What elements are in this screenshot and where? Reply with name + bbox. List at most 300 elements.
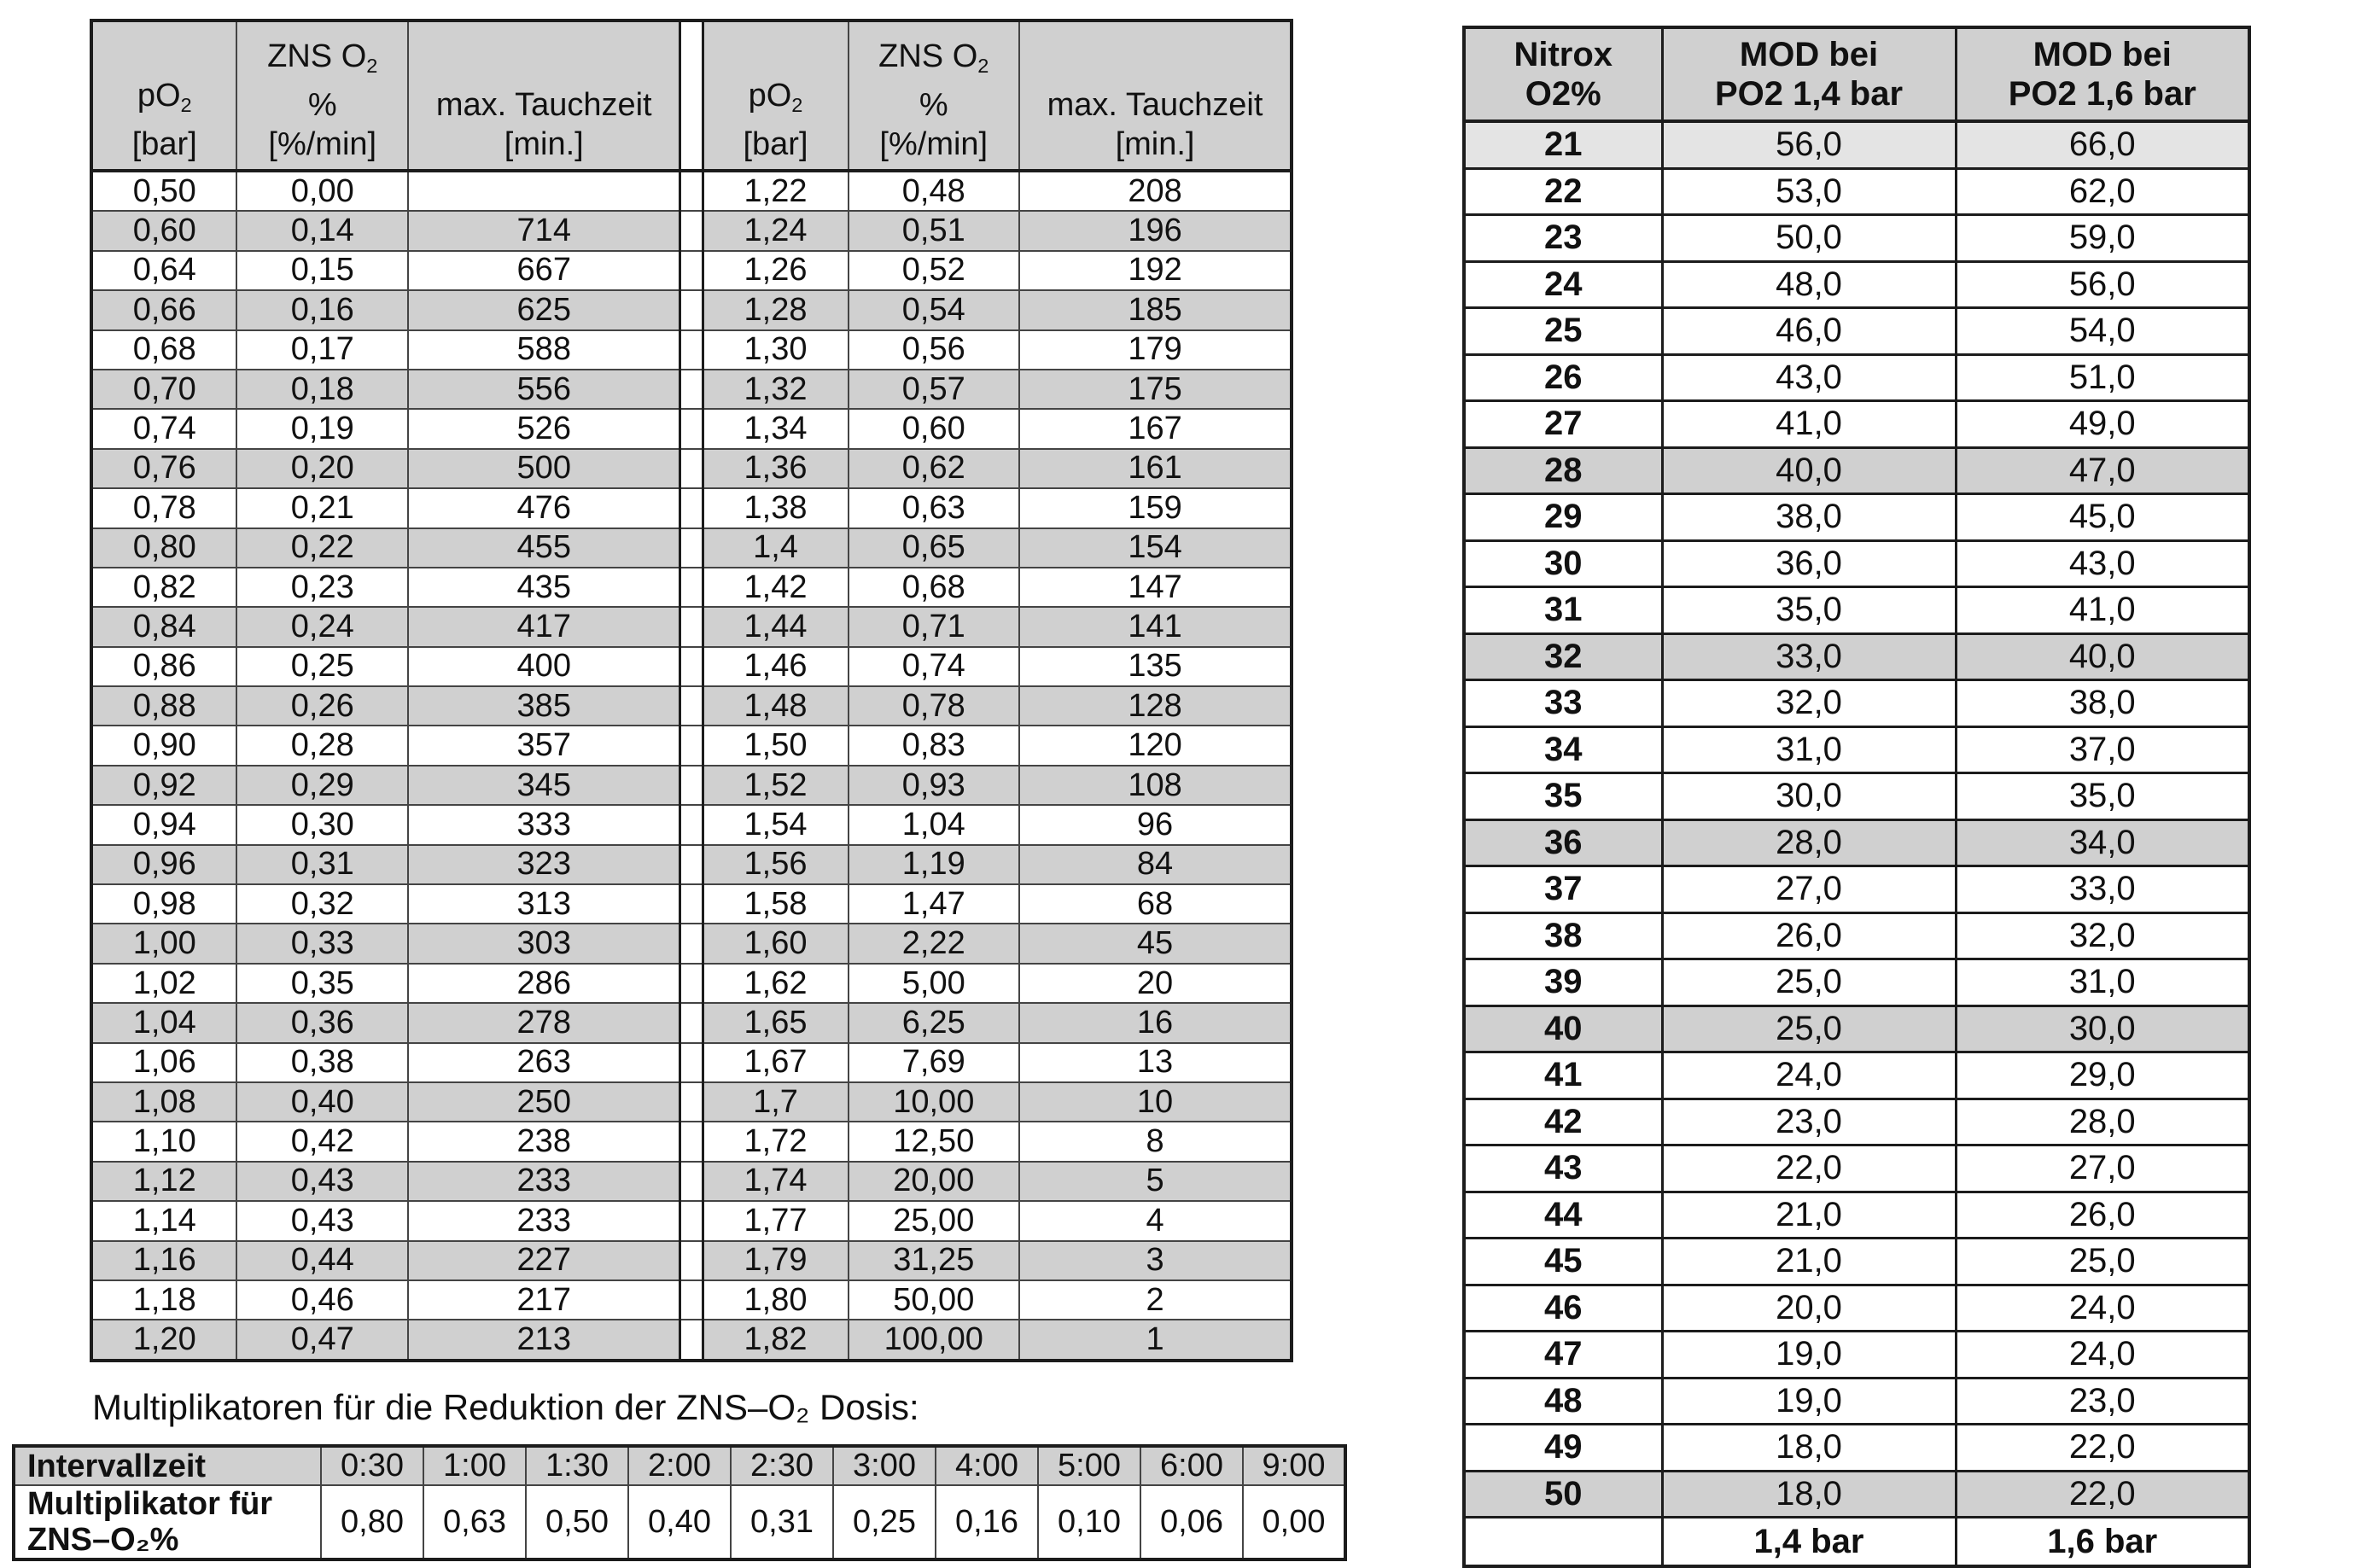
po2-cell: 1,52 [703, 766, 848, 805]
header-mod-1-6: MOD bei PO2 1,6 bar [1956, 27, 2249, 121]
po2-cell: 0,68 [91, 330, 236, 370]
po2-cell: 1,02 [91, 964, 236, 1003]
mod-1-6-cell: 22,0 [1956, 1471, 2249, 1518]
po2-cell: 1,00 [91, 924, 236, 963]
nitrox-o2-cell: 26 [1464, 354, 1662, 401]
zns-percent-cell: 0,35 [236, 964, 408, 1003]
zns-percent-cell: 10,00 [849, 1082, 1020, 1122]
nitrox-o2-cell: 25 [1464, 308, 1662, 355]
po2-cell: 0,92 [91, 766, 236, 805]
interval-cell: 6:00 [1140, 1446, 1243, 1485]
max-time-cell: 227 [408, 1241, 680, 1280]
mod-1-6-cell: 26,0 [1956, 1192, 2249, 1239]
nitrox-o2-cell: 34 [1464, 726, 1662, 773]
column-gap [680, 528, 703, 568]
zns-table-body [91, 171, 1292, 1361]
table-row [1464, 540, 2249, 587]
max-time-cell: 84 [1019, 845, 1292, 884]
header-zns-o2: ZNS $O_2$ % [%/min] [236, 20, 408, 171]
nitrox-o2-cell: 50 [1464, 1471, 1662, 1518]
po2-cell: 1,14 [91, 1201, 236, 1240]
table-row [91, 568, 1292, 607]
mod-1-6-cell: 28,0 [1956, 1099, 2249, 1145]
po2-cell: 1,22 [703, 171, 848, 211]
table-row [1464, 168, 2249, 215]
nitrox-o2-cell: 42 [1464, 1099, 1662, 1145]
table-row [91, 1162, 1292, 1201]
mod-1-6-cell: 47,0 [1956, 447, 2249, 494]
zns-percent-cell: 7,69 [849, 1043, 1020, 1082]
max-time-cell: 385 [408, 686, 680, 726]
zns-percent-cell: 0,71 [849, 607, 1020, 646]
table-row [1464, 1332, 2249, 1379]
max-time-cell: 323 [408, 845, 680, 884]
table-row [91, 528, 1292, 568]
max-time-cell: 5 [1019, 1162, 1292, 1201]
max-time-cell: 476 [408, 488, 680, 528]
po2-cell: 1,79 [703, 1241, 848, 1280]
max-time-cell: 196 [1019, 211, 1292, 250]
mod-1-6-cell: 24,0 [1956, 1285, 2249, 1332]
header-zns-o2: ZNS $O_2$ % [%/min] [849, 20, 1020, 171]
table-row [91, 1280, 1292, 1320]
mod-1-4-cell: 32,0 [1662, 680, 1956, 727]
po2-cell: 1,56 [703, 845, 848, 884]
po2-cell: 0,64 [91, 251, 236, 290]
mod-1-4-cell: 25,0 [1662, 959, 1956, 1006]
column-gap [680, 211, 703, 250]
mod-1-4-cell: 27,0 [1662, 866, 1956, 913]
zns-percent-cell: 0,29 [236, 766, 408, 805]
column-gap [680, 686, 703, 726]
po2-cell: 1,58 [703, 884, 848, 924]
max-time-cell: 217 [408, 1280, 680, 1320]
zns-percent-cell: 0,65 [849, 528, 1020, 568]
max-time-cell: 588 [408, 330, 680, 370]
column-gap [680, 964, 703, 1003]
po2-cell: 1,24 [703, 211, 848, 250]
mod-1-6-cell: 43,0 [1956, 540, 2249, 587]
mod-1-4-cell: 41,0 [1662, 401, 1956, 448]
po2-cell: 1,74 [703, 1162, 848, 1201]
nitrox-o2-cell: 39 [1464, 959, 1662, 1006]
nitrox-o2-cell: 46 [1464, 1285, 1662, 1332]
mod-1-4-cell: 19,0 [1662, 1332, 1956, 1379]
max-time-cell: 159 [1019, 488, 1292, 528]
column-gap [680, 171, 703, 211]
zns-percent-cell: 25,00 [849, 1201, 1020, 1240]
max-time-cell: 667 [408, 251, 680, 290]
mod-1-6-cell: 45,0 [1956, 494, 2249, 541]
mod-1-6-cell: 49,0 [1956, 401, 2249, 448]
interval-cell: 0:30 [321, 1446, 423, 1485]
max-time-cell: 238 [408, 1122, 680, 1161]
max-time-cell: 68 [1019, 884, 1292, 924]
mod-1-4-cell: 31,0 [1662, 726, 1956, 773]
column-gap [680, 647, 703, 686]
column-gap [680, 1320, 703, 1360]
mod-footer-row [1464, 1518, 2249, 1567]
column-gap [680, 449, 703, 488]
header-max-dive-time: max. Tauchzeit [min.] [408, 20, 680, 171]
zns-percent-cell: 0,19 [236, 409, 408, 448]
header-mod-1-4: MOD bei PO2 1,4 bar [1662, 27, 1956, 121]
zns-percent-cell: 0,14 [236, 211, 408, 250]
max-time-cell: 213 [408, 1320, 680, 1360]
table-row [1464, 121, 2249, 168]
max-time-cell: 141 [1019, 607, 1292, 646]
nitrox-o2-cell: 40 [1464, 1006, 1662, 1052]
max-time-cell: 333 [408, 805, 680, 844]
nitrox-o2-cell: 37 [1464, 866, 1662, 913]
max-time-cell: 135 [1019, 647, 1292, 686]
max-time-cell: 2 [1019, 1280, 1292, 1320]
max-time-cell: 120 [1019, 726, 1292, 765]
table-row [1464, 633, 2249, 680]
zns-percent-cell: 6,25 [849, 1003, 1020, 1042]
mod-1-4-cell: 22,0 [1662, 1145, 1956, 1192]
footer-cell: 1,4 bar [1662, 1518, 1956, 1567]
zns-percent-cell: 0,32 [236, 884, 408, 924]
nitrox-o2-cell: 32 [1464, 633, 1662, 680]
mod-1-4-cell: 56,0 [1662, 121, 1956, 168]
mod-1-6-cell: 30,0 [1956, 1006, 2249, 1052]
max-time-cell: 161 [1019, 449, 1292, 488]
table-row [1464, 866, 2249, 913]
zns-percent-cell: 0,28 [236, 726, 408, 765]
column-gap [680, 766, 703, 805]
max-time-cell: 625 [408, 290, 680, 329]
zns-percent-cell: 1,04 [849, 805, 1020, 844]
nitrox-o2-cell: 41 [1464, 1052, 1662, 1099]
column-gap [680, 845, 703, 884]
footer-cell: 1,6 bar [1956, 1518, 2249, 1567]
po2-cell: 0,88 [91, 686, 236, 726]
zns-o2-table [90, 19, 1293, 1362]
nitrox-o2-cell: 33 [1464, 680, 1662, 727]
max-time-cell: 108 [1019, 766, 1292, 805]
max-time-cell: 435 [408, 568, 680, 607]
mod-1-4-cell: 21,0 [1662, 1192, 1956, 1239]
po2-cell: 0,66 [91, 290, 236, 329]
zns-percent-cell: 0,22 [236, 528, 408, 568]
zns-percent-cell: 0,38 [236, 1043, 408, 1082]
table-row [91, 409, 1292, 448]
max-time-cell: 4 [1019, 1201, 1292, 1240]
table-row [1464, 447, 2249, 494]
multiplier-table [12, 1444, 1347, 1561]
column-gap [680, 1162, 703, 1201]
multiplier-cell: 0,80 [321, 1485, 423, 1559]
max-time-cell: 303 [408, 924, 680, 963]
nitrox-o2-cell: 43 [1464, 1145, 1662, 1192]
interval-cell: 3:00 [833, 1446, 936, 1485]
table-row [91, 251, 1292, 290]
max-time-cell: 20 [1019, 964, 1292, 1003]
zns-percent-cell: 50,00 [849, 1280, 1020, 1320]
po2-cell: 0,82 [91, 568, 236, 607]
mod-1-6-cell: 66,0 [1956, 121, 2249, 168]
nitrox-o2-cell: 35 [1464, 773, 1662, 820]
column-gap [680, 409, 703, 448]
zns-percent-cell: 0,47 [236, 1320, 408, 1360]
nitrox-o2-cell: 44 [1464, 1192, 1662, 1239]
table-row [1464, 819, 2249, 866]
zns-header-row [91, 20, 1292, 171]
max-time-cell: 16 [1019, 1003, 1292, 1042]
mod-1-6-cell: 51,0 [1956, 354, 2249, 401]
po2-cell: 1,36 [703, 449, 848, 488]
po2-cell: 1,50 [703, 726, 848, 765]
mod-1-4-cell: 18,0 [1662, 1425, 1956, 1472]
zns-percent-cell: 0,52 [849, 251, 1020, 290]
column-gap [680, 251, 703, 290]
table-row [1464, 308, 2249, 355]
table-row [1464, 1145, 2249, 1192]
table-row [1464, 680, 2249, 727]
zns-percent-cell: 31,25 [849, 1241, 1020, 1280]
mod-1-6-cell: 27,0 [1956, 1145, 2249, 1192]
max-time-cell: 208 [1019, 171, 1292, 211]
max-time-cell: 13 [1019, 1043, 1292, 1082]
po2-cell: 0,70 [91, 370, 236, 409]
po2-cell: 0,74 [91, 409, 236, 448]
table-row [91, 607, 1292, 646]
zns-percent-cell: 0,48 [849, 171, 1020, 211]
po2-cell: 1,06 [91, 1043, 236, 1082]
mod-1-4-cell: 26,0 [1662, 912, 1956, 959]
zns-percent-cell: 0,43 [236, 1201, 408, 1240]
po2-cell: 1,32 [703, 370, 848, 409]
table-row [91, 1201, 1292, 1240]
zns-percent-cell: 2,22 [849, 924, 1020, 963]
max-time-cell: 263 [408, 1043, 680, 1082]
table-row [91, 1043, 1292, 1082]
zns-percent-cell: 0,36 [236, 1003, 408, 1042]
mod-1-6-cell: 62,0 [1956, 168, 2249, 215]
mod-1-6-cell: 59,0 [1956, 215, 2249, 262]
mod-1-6-cell: 22,0 [1956, 1425, 2249, 1472]
max-time-cell: 179 [1019, 330, 1292, 370]
table-row [1464, 1285, 2249, 1332]
po2-cell: 1,20 [91, 1320, 236, 1360]
zns-percent-cell: 1,47 [849, 884, 1020, 924]
mod-1-4-cell: 46,0 [1662, 308, 1956, 355]
zns-percent-cell: 0,62 [849, 449, 1020, 488]
max-time-cell: 192 [1019, 251, 1292, 290]
mod-1-4-cell: 28,0 [1662, 819, 1956, 866]
po2-cell: 1,60 [703, 924, 848, 963]
po2-cell: 1,08 [91, 1082, 236, 1122]
zns-percent-cell: 0,60 [849, 409, 1020, 448]
column-gap [680, 1201, 703, 1240]
table-row [91, 211, 1292, 250]
nitrox-o2-cell: 22 [1464, 168, 1662, 215]
multiplier-cell: 0,16 [936, 1485, 1038, 1559]
zns-percent-cell: 100,00 [849, 1320, 1020, 1360]
mod-1-4-cell: 20,0 [1662, 1285, 1956, 1332]
po2-cell: 1,26 [703, 251, 848, 290]
table-row [91, 726, 1292, 765]
nitrox-o2-cell: 47 [1464, 1332, 1662, 1379]
table-row [1464, 773, 2249, 820]
max-time-cell: 10 [1019, 1082, 1292, 1122]
column-gap [680, 805, 703, 844]
mod-1-6-cell: 38,0 [1956, 680, 2249, 727]
nitrox-o2-cell: 38 [1464, 912, 1662, 959]
zns-percent-cell: 0,26 [236, 686, 408, 726]
max-time-cell: 250 [408, 1082, 680, 1122]
column-gap [680, 1122, 703, 1161]
mod-1-4-cell: 30,0 [1662, 773, 1956, 820]
mod-1-6-cell: 41,0 [1956, 587, 2249, 634]
table-row [1464, 1006, 2249, 1052]
po2-cell: 1,67 [703, 1043, 848, 1082]
multiplier-cell: 0,63 [423, 1485, 526, 1559]
zns-percent-cell: 0,20 [236, 449, 408, 488]
table-row [91, 766, 1292, 805]
column-gap [680, 884, 703, 924]
po2-cell: 1,12 [91, 1162, 236, 1201]
po2-cell: 1,34 [703, 409, 848, 448]
interval-label: Intervallzeit [14, 1446, 321, 1485]
mod-1-6-cell: 23,0 [1956, 1378, 2249, 1425]
po2-cell: 0,76 [91, 449, 236, 488]
mod-1-4-cell: 36,0 [1662, 540, 1956, 587]
mod-1-4-cell: 25,0 [1662, 1006, 1956, 1052]
po2-cell: 1,30 [703, 330, 848, 370]
max-time-cell: 154 [1019, 528, 1292, 568]
mod-1-4-cell: 40,0 [1662, 447, 1956, 494]
zns-percent-cell: 0,40 [236, 1082, 408, 1122]
mod-1-6-cell: 32,0 [1956, 912, 2249, 959]
table-row [91, 1122, 1292, 1161]
max-time-cell: 1 [1019, 1320, 1292, 1360]
max-time-cell: 128 [1019, 686, 1292, 726]
zns-percent-cell: 0,54 [849, 290, 1020, 329]
mod-table-body [1464, 121, 2249, 1518]
table-row [1464, 1378, 2249, 1425]
column-gap [680, 488, 703, 528]
column-gap [680, 20, 703, 171]
zns-percent-cell: 1,19 [849, 845, 1020, 884]
po2-cell: 1,46 [703, 647, 848, 686]
mod-1-4-cell: 50,0 [1662, 215, 1956, 262]
header-po2: $pO_2$ [bar] [703, 20, 848, 171]
nitrox-o2-cell: 23 [1464, 215, 1662, 262]
max-time-cell [408, 171, 680, 211]
mod-1-4-cell: 43,0 [1662, 354, 1956, 401]
max-time-cell: 500 [408, 449, 680, 488]
zns-percent-cell: 0,46 [236, 1280, 408, 1320]
multiplier-cell: 0,31 [731, 1485, 833, 1559]
mod-1-6-cell: 37,0 [1956, 726, 2249, 773]
column-gap [680, 1280, 703, 1320]
column-gap [680, 924, 703, 963]
po2-cell: 1,82 [703, 1320, 848, 1360]
max-time-cell: 233 [408, 1162, 680, 1201]
mod-header-row [1464, 27, 2249, 121]
table-row [91, 686, 1292, 726]
column-gap [680, 1241, 703, 1280]
zns-percent-cell: 0,18 [236, 370, 408, 409]
zns-percent-cell: 0,16 [236, 290, 408, 329]
interval-cell: 2:30 [731, 1446, 833, 1485]
zns-percent-cell: 0,17 [236, 330, 408, 370]
po2-cell: 0,98 [91, 884, 236, 924]
column-gap [680, 290, 703, 329]
mod-1-6-cell: 35,0 [1956, 773, 2249, 820]
max-time-cell: 455 [408, 528, 680, 568]
mod-1-4-cell: 19,0 [1662, 1378, 1956, 1425]
max-time-cell: 3 [1019, 1241, 1292, 1280]
table-row [1464, 912, 2249, 959]
multiplier-label: Multiplikator für ZNS–O₂% [14, 1485, 321, 1559]
max-time-cell: 417 [408, 607, 680, 646]
table-row [1464, 1099, 2249, 1145]
mod-1-6-cell: 25,0 [1956, 1239, 2249, 1285]
table-row [1464, 1471, 2249, 1518]
zns-percent-cell: 0,30 [236, 805, 408, 844]
table-row [91, 845, 1292, 884]
multiplier-cell: 0,50 [526, 1485, 628, 1559]
mod-1-6-cell: 29,0 [1956, 1052, 2249, 1099]
zns-percent-cell: 0,31 [236, 845, 408, 884]
max-time-cell: 400 [408, 647, 680, 686]
zns-percent-cell: 0,44 [236, 1241, 408, 1280]
table-row [1464, 959, 2249, 1006]
nitrox-o2-cell: 29 [1464, 494, 1662, 541]
po2-cell: 1,18 [91, 1280, 236, 1320]
interval-cell: 9:00 [1243, 1446, 1345, 1485]
zns-percent-cell: 0,83 [849, 726, 1020, 765]
table-row [1464, 1425, 2249, 1472]
po2-cell: 1,7 [703, 1082, 848, 1122]
footer-cell [1464, 1518, 1662, 1567]
max-time-cell: 167 [1019, 409, 1292, 448]
table-row [91, 171, 1292, 211]
max-time-cell: 233 [408, 1201, 680, 1240]
po2-cell: 1,65 [703, 1003, 848, 1042]
multiplier-row [14, 1485, 1345, 1559]
table-row [91, 1241, 1292, 1280]
zns-percent-cell: 0,57 [849, 370, 1020, 409]
table-row [1464, 261, 2249, 308]
max-time-cell: 175 [1019, 370, 1292, 409]
table-row [1464, 401, 2249, 448]
table-row [91, 330, 1292, 370]
zns-percent-cell: 0,93 [849, 766, 1020, 805]
column-gap [680, 370, 703, 409]
zns-percent-cell: 0,00 [236, 171, 408, 211]
column-gap [680, 330, 703, 370]
po2-cell: 1,4 [703, 528, 848, 568]
nitrox-o2-cell: 48 [1464, 1378, 1662, 1425]
mod-1-4-cell: 18,0 [1662, 1471, 1956, 1518]
table-row [91, 924, 1292, 963]
max-time-cell: 45 [1019, 924, 1292, 963]
mod-1-6-cell: 31,0 [1956, 959, 2249, 1006]
header-max-dive-time: max. Tauchzeit [min.] [1019, 20, 1292, 171]
interval-cell: 4:00 [936, 1446, 1038, 1485]
zns-percent-cell: 12,50 [849, 1122, 1020, 1161]
table-row [1464, 587, 2249, 634]
max-time-cell: 345 [408, 766, 680, 805]
interval-cell: 1:30 [526, 1446, 628, 1485]
table-row [91, 647, 1292, 686]
interval-cell: 2:00 [628, 1446, 731, 1485]
zns-percent-cell: 0,42 [236, 1122, 408, 1161]
